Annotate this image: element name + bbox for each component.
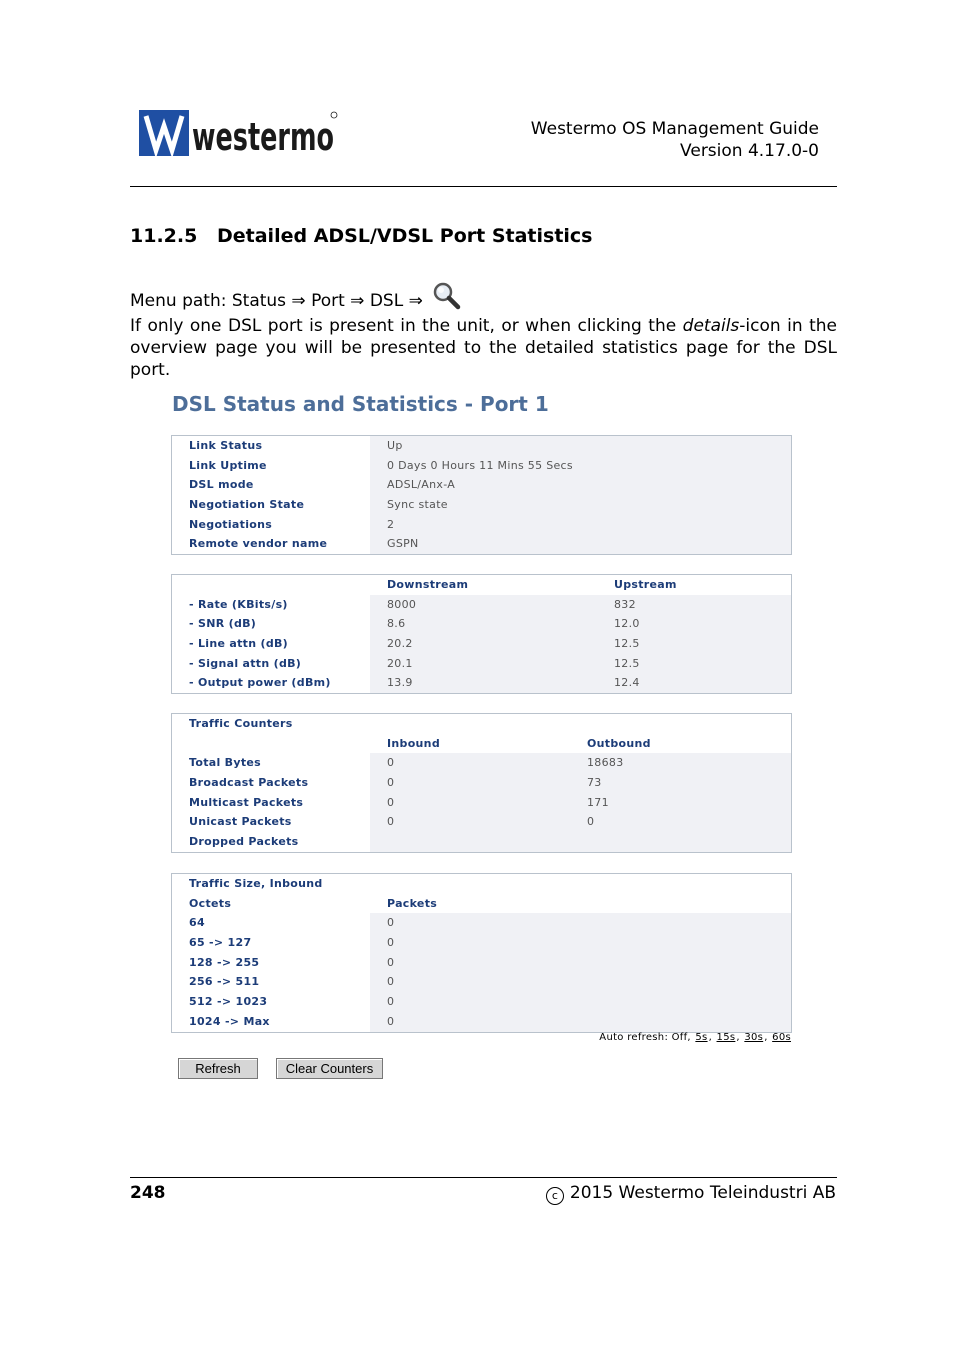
table-row <box>172 534 791 554</box>
packets-value: 0 <box>387 955 395 969</box>
header-info <box>531 118 819 162</box>
row-label: Link Uptime <box>189 458 267 472</box>
packets-value: 0 <box>387 995 395 1009</box>
row-label: 64 <box>189 916 205 930</box>
table-row <box>172 832 791 852</box>
row-label: - SNR (dB) <box>189 617 257 631</box>
refresh-button[interactable]: Refresh <box>178 1058 258 1079</box>
table-row <box>172 673 791 693</box>
row-label: - Line attn (dB) <box>189 637 289 651</box>
row-label: Total Bytes <box>189 756 262 770</box>
row-label: Unicast Packets <box>189 815 292 829</box>
guide-version: Version 4.17.0-0 <box>680 141 819 161</box>
col-header-outbound: Outbound <box>587 736 651 750</box>
row-label: 256 -> 511 <box>189 975 260 989</box>
packets-value: 0 <box>387 936 395 950</box>
rates-panel <box>171 574 792 694</box>
traffic-size-title: Traffic Size, Inbound <box>189 877 323 890</box>
table-row <box>172 595 791 615</box>
packets-value: 0 <box>387 1014 395 1028</box>
col-header-downstream: Downstream <box>387 578 469 591</box>
table-row <box>172 436 791 456</box>
table-row <box>172 456 791 476</box>
auto-refresh-label: Auto refresh: Off, <box>599 1032 691 1043</box>
row-label: - Output power (dBm) <box>189 676 331 690</box>
row-label: - Signal attn (dB) <box>189 656 302 670</box>
row-value: Up <box>387 439 403 452</box>
row-label: DSL mode <box>189 478 254 492</box>
table-header-row <box>172 575 791 595</box>
upstream-value: 12.5 <box>614 656 640 670</box>
downstream-value: 13.9 <box>387 676 413 690</box>
row-label: 1024 -> Max <box>189 1014 270 1028</box>
inbound-value: 0 <box>387 795 395 809</box>
intro-text: If only one DSL port is present in the unit, or when clicking the <box>130 316 683 336</box>
westermo-logo-mark <box>139 110 339 158</box>
logo-wordmark: westermo <box>192 115 334 159</box>
row-label: Broadcast Packets <box>189 776 309 790</box>
status-panel <box>171 435 792 555</box>
intro-text-end: -icon in the overview page you will be presented to the detailed statistics page for the DSL port. <box>130 316 837 380</box>
col-header-octets: Octets <box>189 896 232 910</box>
table-header-row <box>172 734 791 754</box>
section-number: 11.2.5 <box>130 225 198 247</box>
col-header-inbound: Inbound <box>387 736 440 750</box>
table-row <box>172 773 791 793</box>
panel-title-row <box>172 874 791 894</box>
upstream-value: 832 <box>614 597 636 611</box>
row-value: ADSL/Anx-A <box>387 478 456 492</box>
col-header-packets: Packets <box>387 896 438 910</box>
row-label: 65 -> 127 <box>189 936 252 950</box>
menu-path-text: Menu path: Status ⇒ Port ⇒ DSL ⇒ <box>130 291 423 311</box>
outbound-value: 171 <box>587 795 609 809</box>
page-number: 248 <box>130 1183 166 1203</box>
magnifier-icon <box>432 282 462 310</box>
table-row <box>172 495 791 515</box>
traffic-size-panel <box>171 873 792 1033</box>
col-header-upstream: Upstream <box>614 578 677 591</box>
panel-title-row <box>172 714 791 734</box>
guide-title: Westermo OS Management Guide <box>530 119 819 139</box>
intro-paragraph <box>130 315 837 381</box>
row-label: Dropped Packets <box>189 835 299 849</box>
row-label: 128 -> 255 <box>189 955 260 969</box>
refresh-30s-link[interactable]: 30s <box>744 1032 764 1043</box>
table-row <box>172 913 791 933</box>
table-row <box>172 933 791 953</box>
intro-emphasis: details <box>682 316 740 336</box>
upstream-value: 12.4 <box>614 676 640 690</box>
row-value: 2 <box>387 517 395 531</box>
row-label: Negotiations <box>189 517 273 531</box>
downstream-value: 8000 <box>387 597 417 611</box>
downstream-value: 20.1 <box>387 656 413 670</box>
row-value: Sync state <box>387 498 448 512</box>
row-label: - Rate (KBits/s) <box>189 597 288 611</box>
table-header-row <box>172 894 791 914</box>
table-row <box>172 1012 791 1032</box>
downstream-value: 8.6 <box>387 617 406 631</box>
header-divider <box>130 186 837 187</box>
refresh-60s-link[interactable]: 60s <box>772 1032 791 1043</box>
table-row <box>172 953 791 973</box>
packets-value: 0 <box>387 916 395 930</box>
inbound-value: 0 <box>387 815 395 829</box>
clear-counters-button[interactable]: Clear Counters <box>276 1058 383 1079</box>
row-label: Remote vendor name <box>189 537 328 551</box>
row-label: Link Status <box>189 439 263 452</box>
table-row <box>172 793 791 813</box>
upstream-value: 12.5 <box>614 637 640 651</box>
westermo-logo <box>139 110 339 158</box>
table-row <box>172 812 791 832</box>
table-row <box>172 972 791 992</box>
section-heading <box>130 225 592 247</box>
row-value: GSPN <box>387 537 419 551</box>
footer-divider <box>130 1177 837 1178</box>
row-value: 0 Days 0 Hours 11 Mins 55 Secs <box>387 458 573 472</box>
outbound-value: 18683 <box>587 756 624 770</box>
table-row <box>172 515 791 535</box>
auto-refresh-controls: Auto refresh: Off, 5s, 15s, 30s, 60s <box>599 1032 791 1043</box>
outbound-value: 0 <box>587 815 595 829</box>
row-label: 512 -> 1023 <box>189 995 268 1009</box>
outbound-value: 73 <box>587 776 602 790</box>
refresh-15s-link[interactable]: 15s <box>716 1032 736 1043</box>
traffic-counters-panel <box>171 713 792 853</box>
dsl-page-title: DSL Status and Statistics - Port 1 <box>172 392 549 416</box>
copyright-icon: c <box>546 1187 564 1205</box>
packets-value: 0 <box>387 975 395 989</box>
traffic-counters-title: Traffic Counters <box>189 717 293 730</box>
table-row <box>172 654 791 674</box>
table-row <box>172 992 791 1012</box>
table-row <box>172 753 791 773</box>
row-label: Negotiation State <box>189 498 305 512</box>
section-title: Detailed ADSL/VDSL Port Statistics <box>217 225 593 247</box>
copyright-text: 2015 Westermo Teleindustri AB <box>569 1183 836 1203</box>
table-row <box>172 475 791 495</box>
downstream-value: 20.2 <box>387 637 413 651</box>
refresh-5s-link[interactable]: 5s <box>695 1032 708 1043</box>
inbound-value: 0 <box>387 756 395 770</box>
table-row <box>172 634 791 654</box>
copyright <box>546 1183 836 1205</box>
row-label: Multicast Packets <box>189 795 304 809</box>
table-row <box>172 614 791 634</box>
menu-path <box>130 282 462 311</box>
inbound-value: 0 <box>387 776 395 790</box>
upstream-value: 12.0 <box>614 617 640 631</box>
